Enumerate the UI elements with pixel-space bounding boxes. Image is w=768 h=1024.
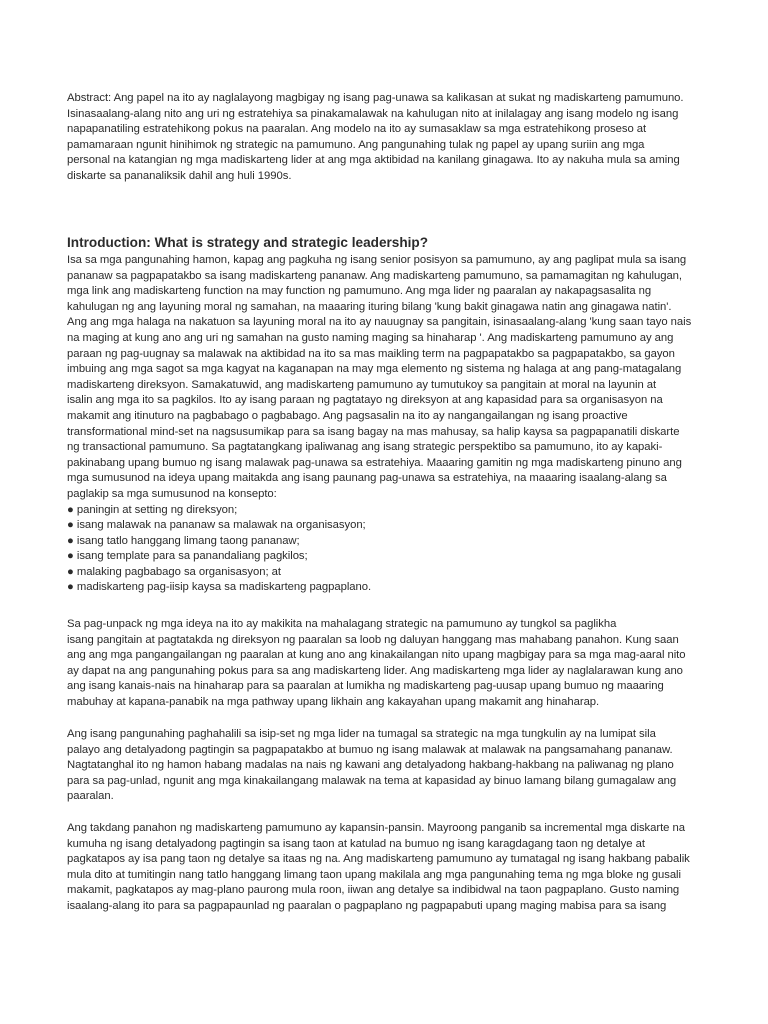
introduction-body: Isa sa mga pangunahing hamon, kapag ang pagkuha ng isang senior posisyon sa pamumuno, ay ang paglipat mula sa isang pananaw sa pagpapatakbo sa isang madiskarteng pananaw. Ang madiskarteng pamumuno, sa pamamagitan ng kahulugan, mga link ang madiskarteng function na may function ng pamumuno. Ang mga lider ng paaralan ay nakapagsasalita ng kahulugan ng ang layuning moral ng samahan, na maaaring ituring bilang 'kung bakit ginagawa natin ang ginagawa natin'. Ang ang mga halaga na nakatuon sa layuning moral na ito ay nauugnay sa pangitain, isinasaalang-alang 'kung saan tayo nais na maging at kung ano ang uri ng samahan na gusto naming maging sa hinaharap '. Ang madiskarteng pamumuno ay ang paraan ng pag-uugnay sa malawak na aktibidad na ito sa mas maikling term na pagpapatakbo sa pagpapatakbo, sa gayon imbuing ang mga sagot sa mga kagyat na kaganapan na may mga elemento ng sistema ng halaga at ang pang-matagalang madiskarteng direksyon. Samakatuwid, ang madiskarteng pamumuno ay tumutukoy sa pangitain at moral na layunin at isalin ang mga ito sa pagkilos. Ito ay isang paraan ng pagtatayo ng direksyon at ang kapasidad para sa organisasyon na makamit ang itinuturo na pagbabago o pagbabago. Ang pagsasalin na ito ay nangangailangan ng isang proactive transformational mind-set na nagsusumikap para sa isang bagay na mas mahusay, sa halip kaysa sa pagpapanatili diskarte ng transactional pamumuno. Sa pagtatangkang ipaliwanag ang isang strategic perspektibo sa pamumuno, ito ay kapaki- pakinabang upang bumuo ng isang malawak pag-unawa sa estratehiya. Maaaring gamitin ng mga madiskarteng pinuno ang mga sumusunod na ideya upang maitakda ang isang paunang pag-unawa sa estratehiya, na maaaring isaalang-alang sa paglakip sa mga sumusunod na konsepto: ● paningin at setting ng direksyon; ● isang malawak na pananaw sa malawak na organisasyon; ● isang tatlo hanggang limang taong pananaw; ● isang template para sa panandaliang pagkilos; ● malaking pagbabago sa organisasyon; at ● madiskarteng pag-iisip kaysa sa madiskarteng pagpaplano.	[67, 254, 692, 594]
body-paragraph: Sa pag-unpack ng mga ideya na ito ay makikita na mahalagang strategic na pamumuno ay tungkol sa paglikha isang pangitain at pagtatakda ng direksyon ng paaralan sa loob ng daluyan hanggang mas mahabang panahon. Kung saan ang ang mga pangangailangan ng paaralan at kung ano ang kinakailangan nito upang magbigay para sa mga mag-aaral nito ay dapat na ang pangunahing pokus para sa ang madiskarteng lider. Ang madiskarteng mga lider ay naglalarawan kung ano ang isang kanais-nais na hinaharap para sa paaralan at lumikha ng madiskarteng pag-uusap upang bumuo ng maaaring mabuhay at kapana-panabik na mga pathway upang likhain ang kakayahan upang makamit ang hinaharap.	[67, 618, 686, 708]
introduction-heading: Introduction: What is strategy and strategic leadership?	[67, 235, 429, 250]
abstract-paragraph: Abstract: Ang papel na ito ay naglalayong magbigay ng isang pag-unawa sa kalikasan at sukat ng madiskarteng pamumuno. Isinasaalang-alang nito ang uri ng estratehiya sa pinakamalawak na kahulugan nito at inilalagay ang isang modelo ng isang napapanatiling estratehikong pokus na paaralan. Ang modelo na ito ay sumasaklaw sa mga estratehikong proseso at pamamaraan ngunit hinihimok ng strategic na pamumuno. Ang pangunahing tulak ng papel ay upang suriin ang mga personal na katangian ng mga madiskarteng lider at ang mga aktibidad na kanilang ginagawa. Ito ay nakuha mula sa aming diskarte sa pananaliksik dahil ang huli 1990s.	[67, 92, 684, 182]
body-paragraph: Ang isang pangunahing paghahalili sa isip-set ng mga lider na tumagal sa strategic na mga tungkulin ay na lumipat sila palayo ang detalyadong pagtingin sa pagpapatakbo at bumuo ng isang malawak at malawak na pangsamahang pananaw. Nagtatanghal ito ng hamon habang madalas na nais ng kawani ang detalyadong hakbang-hakbang na paliwanag ng plano para sa pag-unlad, ngunit ang mga kinakailangang malawak na tema at kapasidad ay binuo lamang bilang gumagalaw ang paaralan.	[67, 728, 677, 803]
body-paragraph: Ang takdang panahon ng madiskarteng pamumuno ay kapansin-pansin. Mayroong panganib sa incremental mga diskarte na kumuha ng isang detalyadong pagtingin sa isang taon at katulad na bumuo ng isang karagdagang taon ng detalye at pagkatapos ay isa pang taon ng detalye sa itaas ng na. Ang madiskarteng pamumuno ay tumatagal ng isang hakbang pabalik mula dito at tumitingin nang tatlo hanggang limang taon upang makilala ang mga pangunahing tema ng mga bloke ng gusali makamit, pagkatapos ay mag-plano paurong mula roon, iiwan ang detalye sa indibidwal na taon pagpaplano. Gusto naming isaalang-alang ito para sa pagpapaunlad ng paaralan o pagpaplano ng pagpapabuti upang maging mabisa para sa isang	[67, 822, 690, 912]
